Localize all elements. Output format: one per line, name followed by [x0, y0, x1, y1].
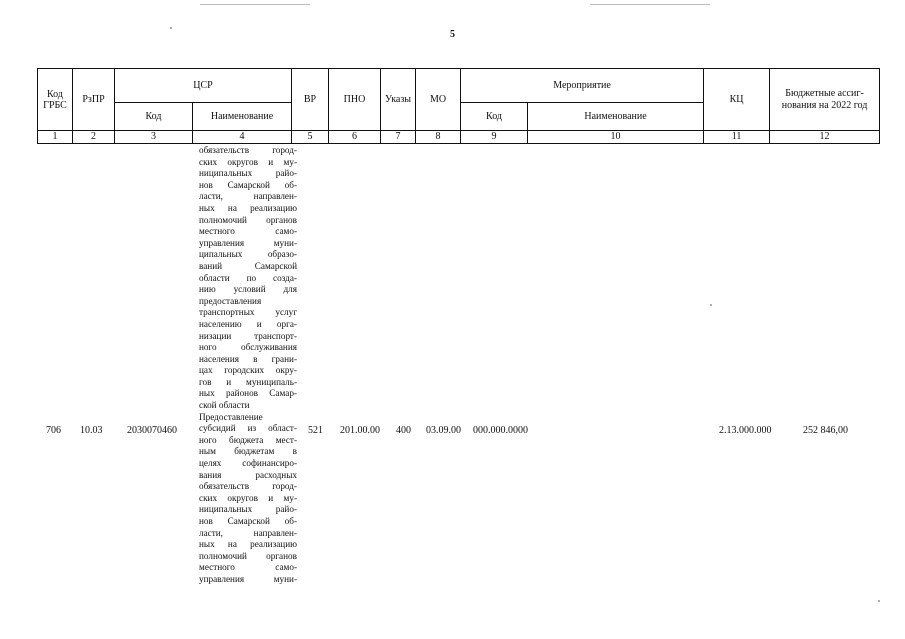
column-number: 7: [381, 131, 416, 144]
column-number: 1: [38, 131, 73, 144]
continuation-line: населению и орга-: [199, 318, 297, 329]
continuation-line: ласти, направлен-: [199, 191, 297, 202]
page-number: 5: [450, 29, 455, 40]
name-line: полномочий органов: [199, 550, 297, 561]
continuation-line: полномочий органов: [199, 214, 297, 225]
name-line: ным бюджетам в: [199, 446, 297, 457]
name-line: целях софинансиро-: [199, 458, 297, 469]
column-number: 10: [528, 131, 704, 144]
name-line: нов Самарской об-: [199, 516, 297, 526]
continuation-line: ного обслуживания: [199, 342, 297, 353]
name-line: местного само-: [199, 562, 297, 573]
continuation-line: предоставления: [199, 295, 262, 306]
continuation-line: ципальных образо-: [199, 249, 297, 260]
column-number: 6: [329, 131, 381, 144]
continuation-line: населения в грани-: [199, 353, 297, 364]
row-budget: 252 846,00: [803, 425, 848, 436]
header-vr: ВР: [292, 69, 329, 131]
header-kc: КЦ: [704, 69, 770, 131]
column-number: 3: [115, 131, 193, 144]
continuation-line: нию условий для: [199, 284, 297, 295]
column-number: 4: [193, 131, 292, 144]
name-line: ских округов и му-: [199, 492, 297, 503]
header-mer-kod: Код: [461, 103, 528, 131]
name-line: обязательств город-: [199, 481, 297, 492]
header-pno: ПНО: [329, 69, 381, 131]
continuation-line: ваний Самарской: [199, 260, 297, 271]
scan-speck: [878, 600, 880, 602]
row-kod-grbs: 706: [46, 425, 61, 436]
row-csr-kod: 2030070460: [127, 425, 177, 436]
name-line: ных на реализацию: [199, 539, 297, 550]
continuation-line: ских округов и му-: [199, 156, 297, 167]
row-ukazy: 400: [396, 425, 411, 436]
header-meropriyatie: Мероприятие: [461, 69, 704, 103]
header-csr-name: Наименование: [193, 103, 292, 131]
name-cell-text: [199, 145, 297, 586]
continuation-line: обязательств город-: [199, 145, 297, 155]
header-budget: Бюджетные ассиг-нования на 2022 год: [770, 69, 880, 131]
name-line: субсидий из област-: [199, 423, 297, 434]
continuation-line: управления муни-: [199, 237, 297, 248]
scan-artifact-line: [200, 4, 310, 5]
continuation-line: гов и муниципаль-: [199, 376, 297, 387]
continuation-line: ных районов Самар-: [199, 388, 297, 399]
name-line: ласти, направлен-: [199, 527, 297, 538]
header-mo: МО: [416, 69, 461, 131]
column-number: 9: [461, 131, 528, 144]
continuation-line: низации транспорт-: [199, 330, 297, 341]
scan-speck: [710, 304, 712, 306]
row-rzpr: 10.03: [80, 425, 103, 436]
header-csr: ЦСР: [115, 69, 292, 103]
name-line: управления муни-: [199, 573, 297, 584]
row-mer-kod: 000.000.0000: [473, 425, 528, 436]
continuation-line: ниципальных райо-: [199, 168, 297, 179]
continuation-line: ных на реализацию: [199, 202, 297, 213]
name-line: Предоставление: [199, 411, 263, 422]
row-mo: 03.09.00: [426, 425, 461, 436]
budget-table: [37, 68, 880, 144]
column-number: 11: [704, 131, 770, 144]
continuation-line: местного само-: [199, 226, 297, 237]
column-number: 5: [292, 131, 329, 144]
column-number: 12: [770, 131, 880, 144]
name-line: ного бюджета мест-: [199, 434, 297, 445]
header-kod-grbs: Код ГРБС: [38, 69, 73, 131]
continuation-line: области по созда-: [199, 272, 297, 283]
row-kc: 2.13.000.000: [719, 425, 772, 436]
header-csr-kod: Код: [115, 103, 193, 131]
scan-speck: [170, 27, 172, 29]
column-number: 2: [73, 131, 115, 144]
scan-artifact-line: [590, 4, 710, 5]
column-number: 8: [416, 131, 461, 144]
row-pno: 201.00.00: [340, 425, 380, 436]
continuation-line: ской области: [199, 400, 250, 411]
header-mer-name: Наименование: [528, 103, 704, 131]
continuation-line: нов Самарской об-: [199, 179, 297, 190]
name-line: вания расходных: [199, 469, 297, 480]
row-vr: 521: [308, 425, 323, 436]
continuation-line: транспортных услуг: [199, 307, 297, 318]
header-rzpr: РзПР: [73, 69, 115, 131]
name-line: ниципальных райо-: [199, 504, 297, 515]
continuation-line: цах городских окру-: [199, 365, 297, 376]
header-ukazy: Указы: [381, 69, 416, 131]
column-number-row: [38, 131, 880, 144]
